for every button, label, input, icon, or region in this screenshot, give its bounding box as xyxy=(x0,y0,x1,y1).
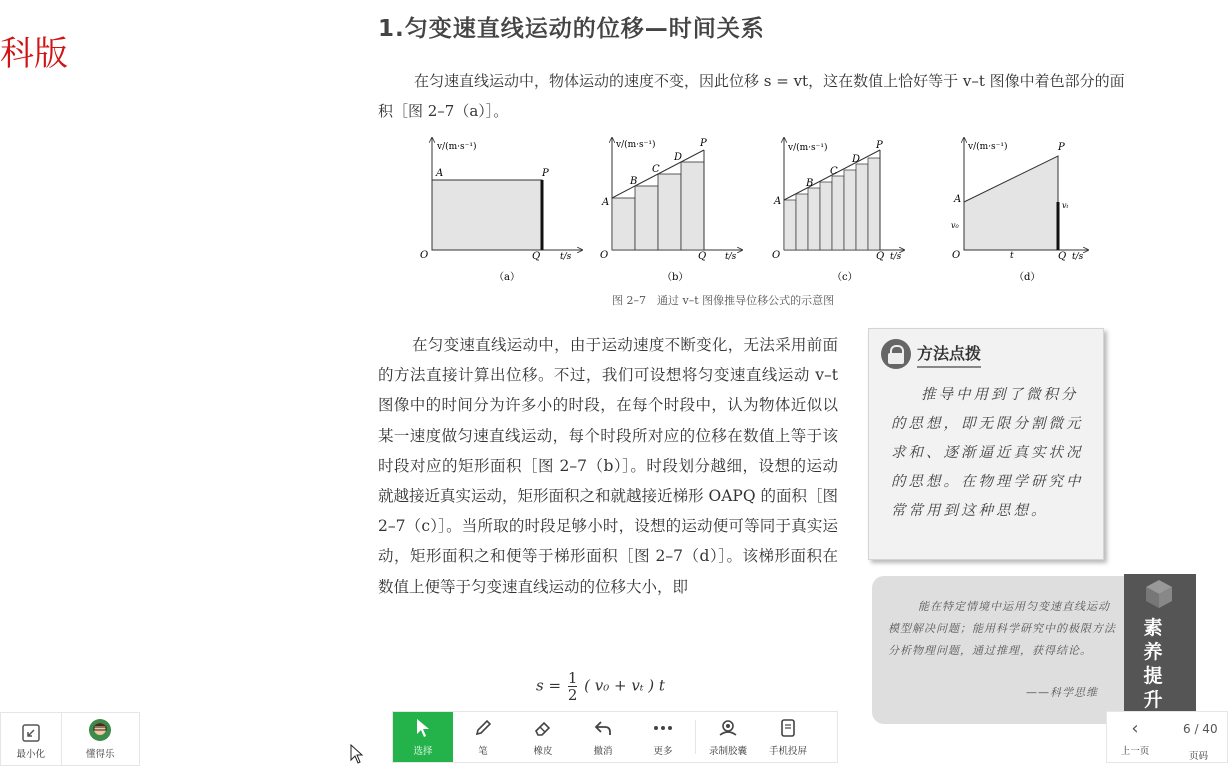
point-label-o-b: O xyxy=(600,250,609,261)
literacy-box xyxy=(872,576,1142,724)
point-label-d-c: D xyxy=(852,154,861,165)
side-label: 科版 xyxy=(0,34,68,74)
user-label: 懂得乐 xyxy=(86,749,115,760)
screen-cast-button[interactable] xyxy=(758,712,818,762)
point-label-c-c: C xyxy=(830,166,838,177)
xlabel-b: t/s xyxy=(725,252,737,262)
method-header xyxy=(881,339,981,369)
toolbar-divider xyxy=(695,720,696,754)
pen-icon xyxy=(474,718,492,738)
select-label: 选择 xyxy=(413,746,433,757)
bottom-left-bar xyxy=(0,712,140,766)
select-button[interactable] xyxy=(393,712,453,762)
page-number-label: 页码 xyxy=(1189,751,1209,762)
formula-num: 1 xyxy=(567,669,578,687)
point-label-o: O xyxy=(420,250,429,261)
literacy-sign: ——科学思维 xyxy=(1026,686,1098,699)
screen-cast-label: 手机投屏 xyxy=(768,746,807,757)
figure-caption: 图 2–7 通过 v–t 图像推导位移公式的示意图 xyxy=(612,294,835,307)
intro-text: 在匀速直线运动中，物体运动的速度不变，因此位移 s = vt，这在数值上恰好等于 v–t 图像中着色部分的面积［图 2–7（a）］。 xyxy=(378,72,1125,120)
point-label-b-b: B xyxy=(630,176,638,187)
point-label-a-c: A xyxy=(774,196,782,207)
displacement-formula xyxy=(536,670,665,703)
ylabel-d: v/(m·s⁻¹) xyxy=(968,142,1008,152)
pen-label: 笔 xyxy=(478,746,488,757)
formula-rhs: ( v₀ + vₜ ) t xyxy=(584,676,665,695)
prev-page-label: 上一页 xyxy=(1120,746,1150,757)
literacy-tab xyxy=(1124,574,1196,724)
point-label-q-c: Q xyxy=(876,251,885,262)
user-button[interactable] xyxy=(62,713,139,765)
mouse-cursor-icon xyxy=(350,744,364,764)
method-text: 推导中用到了微积分的思想，即无限分割微元求和、逐渐逼近真实状况的思想。在物理学研究中常常用到这种思想。 xyxy=(891,387,1084,519)
body-text xyxy=(378,330,838,602)
figure-panel-c xyxy=(772,138,904,283)
minimize-icon xyxy=(22,724,40,742)
ylabel-b: v/(m·s⁻¹) xyxy=(616,140,656,150)
pen-button[interactable] xyxy=(453,712,513,762)
panel-label-a: （a） xyxy=(494,272,520,283)
minimize-button[interactable] xyxy=(1,713,62,765)
chevron-left-icon: ‹ xyxy=(1131,718,1139,739)
vt-label: vₜ xyxy=(1062,201,1069,210)
record-icon xyxy=(717,718,739,738)
page-count[interactable]: 6 / 40 xyxy=(1183,722,1218,736)
figure-panel-b xyxy=(600,138,742,283)
point-label-o-c: O xyxy=(772,250,781,261)
point-label-p: P xyxy=(542,168,549,179)
ylabel-c: v/(m·s⁻¹) xyxy=(788,143,828,153)
cube-icon xyxy=(1142,576,1176,610)
intro-paragraph xyxy=(378,66,1138,126)
point-label-a: A xyxy=(436,168,444,179)
xlabel-d: t/s xyxy=(1072,252,1084,262)
eraser-button[interactable] xyxy=(513,712,573,762)
literacy-tab-label: 素养提升 xyxy=(1143,617,1163,711)
avatar-icon xyxy=(88,718,112,742)
point-label-o-d: O xyxy=(952,250,961,261)
undo-button[interactable] xyxy=(573,712,633,762)
more-icon xyxy=(653,718,673,738)
pager xyxy=(1106,711,1228,763)
formula-lhs: s = xyxy=(536,676,562,695)
formula-den: 2 xyxy=(567,686,578,704)
phone-icon xyxy=(781,718,795,738)
literacy-text: 能在特定情境中运用匀变速直线运动模型解决问题；能用科学研究中的极限方法分析物理问题，通过推理，获得结论。 xyxy=(888,600,1116,657)
point-label-p-b: P xyxy=(700,138,707,149)
ylabel-a: v/(m·s⁻¹) xyxy=(437,142,477,152)
record-label: 录制胶囊 xyxy=(708,746,747,757)
method-title: 方法点拨 xyxy=(917,341,981,368)
point-label-d-b: D xyxy=(674,152,683,163)
eraser-label: 橡皮 xyxy=(533,746,553,757)
body-paragraph: 在匀变速直线运动中，由于运动速度不断变化，无法采用前面的方法直接计算出位移。不过，我们可设想将匀变速直线运动 v–t 图像中的时间分为许多小的时段，在每个时段中，认为物体近似以某一速度做匀速直线运动，每个时段所对应的位移在数值上等于该时段对应的矩形面积［图 2–7（b）］。时段划分越细，设想的运动就越接近真实运动，矩形面积之和就越接近梯形 OAPQ 的面积［图 2–7（c）］。当所取的时段足够小时，设想的运动便可等同于真实运动，矩形面积之和便等于梯形面积［图 2–7（d）］。该梯形面积在数值上便等于匀变速直线运动的位移大小，即 xyxy=(378,336,838,596)
point-label-p-c: P xyxy=(876,140,883,151)
point-label-b-c: B xyxy=(806,178,814,189)
point-label-q-b: Q xyxy=(698,251,707,262)
section-title: 1.匀变速直线运动的位移—时间关系 xyxy=(378,16,765,42)
panel-label-c: （c） xyxy=(832,272,858,283)
undo-icon xyxy=(594,718,612,738)
point-label-a-b: A xyxy=(602,197,610,208)
method-tip-box xyxy=(868,328,1104,560)
v0-label: v₀ xyxy=(951,221,959,230)
point-label-q-d: Q xyxy=(1058,251,1067,262)
vt-figures xyxy=(414,132,1104,292)
minimize-label: 最小化 xyxy=(16,749,46,760)
cursor-icon xyxy=(415,718,431,738)
point-label-p-d: P xyxy=(1058,142,1065,153)
panel-label-d: （d） xyxy=(1014,272,1041,283)
more-label: 更多 xyxy=(653,746,673,757)
point-label-a-d: A xyxy=(954,194,962,205)
figure-panel-d xyxy=(951,138,1088,283)
undo-label: 撤消 xyxy=(593,746,613,757)
formula-fraction xyxy=(568,670,578,703)
point-label-c-b: C xyxy=(652,164,660,175)
record-button[interactable] xyxy=(698,712,758,762)
more-button[interactable] xyxy=(633,712,693,762)
eraser-icon xyxy=(534,718,552,738)
figure-panel-a xyxy=(420,138,582,283)
t-label: t xyxy=(1010,251,1014,261)
point-label-q: Q xyxy=(532,251,541,262)
prev-page-button[interactable] xyxy=(1107,712,1163,762)
bottom-toolbar xyxy=(392,711,838,763)
xlabel-a: t/s xyxy=(560,252,572,262)
panel-label-b: （b） xyxy=(662,272,689,283)
xlabel-c: t/s xyxy=(890,252,902,262)
lock-icon xyxy=(881,339,911,369)
